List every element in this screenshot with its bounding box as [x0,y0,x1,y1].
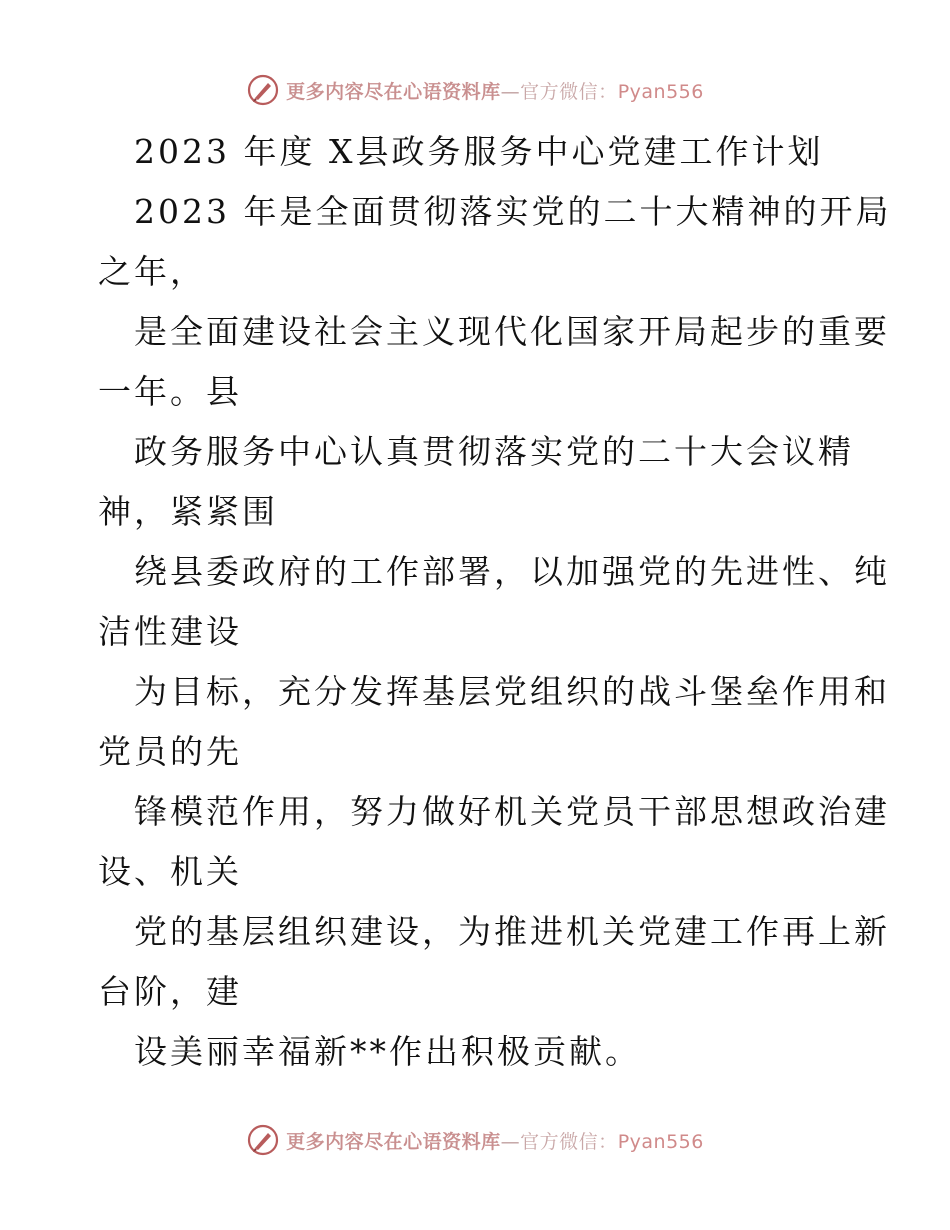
body-text-line: 锋模范作用，努力做好机关党员干部思想政治建 [134,792,890,831]
body-text-line: 设、机关 [98,852,242,891]
body-text-line: 洁性建设 [98,612,242,651]
body-text-line: 党员的先 [98,732,242,771]
body-text-line: 绕县委政府的工作部署，以加强党的先进性、纯 [134,552,890,591]
body-text-line: 神，紧紧围 [98,492,278,531]
watermark-separator: — [500,80,521,103]
document-title: 2023 年度 X县政务服务中心党建工作计划 [134,132,824,171]
header-watermark [0,70,950,110]
watermark-separator: — [500,1130,521,1153]
watermark-wechat-id: Pyan556 [617,1130,704,1153]
quill-pen-logo-icon [246,1123,280,1157]
watermark-brand: 更多内容尽在心语资料库 [286,1130,501,1153]
body-text-line: 之年， [98,252,206,291]
document-body [98,122,892,1082]
watermark-wechat-id: Pyan556 [617,80,704,103]
body-text-line: 政务服务中心认真贯彻落实党的二十大会议精 [134,432,854,471]
body-text-line: 台阶，建 [98,972,242,1011]
watermark-wechat-label: 官方微信： [520,80,618,103]
watermark-wechat-label: 官方微信： [520,1130,618,1153]
body-text-line: 2023 年是全面贯彻落实党的二十大精神的开局 [134,192,892,231]
quill-pen-logo-icon [246,73,280,107]
footer-watermark [0,1120,950,1160]
body-text-line: 是全面建设社会主义现代化国家开局起步的重要 [134,312,890,351]
body-text-line: 设美丽幸福新**作出积极贡献。 [134,1032,641,1071]
body-text-line: 一年。县 [98,372,242,411]
body-text-line: 党的基层组织建设，为推进机关党建工作再上新 [134,912,890,951]
watermark-text [286,77,704,104]
watermark-brand: 更多内容尽在心语资料库 [286,80,501,103]
body-text-line: 为目标，充分发挥基层党组织的战斗堡垒作用和 [134,672,890,711]
watermark-text [286,1127,704,1154]
